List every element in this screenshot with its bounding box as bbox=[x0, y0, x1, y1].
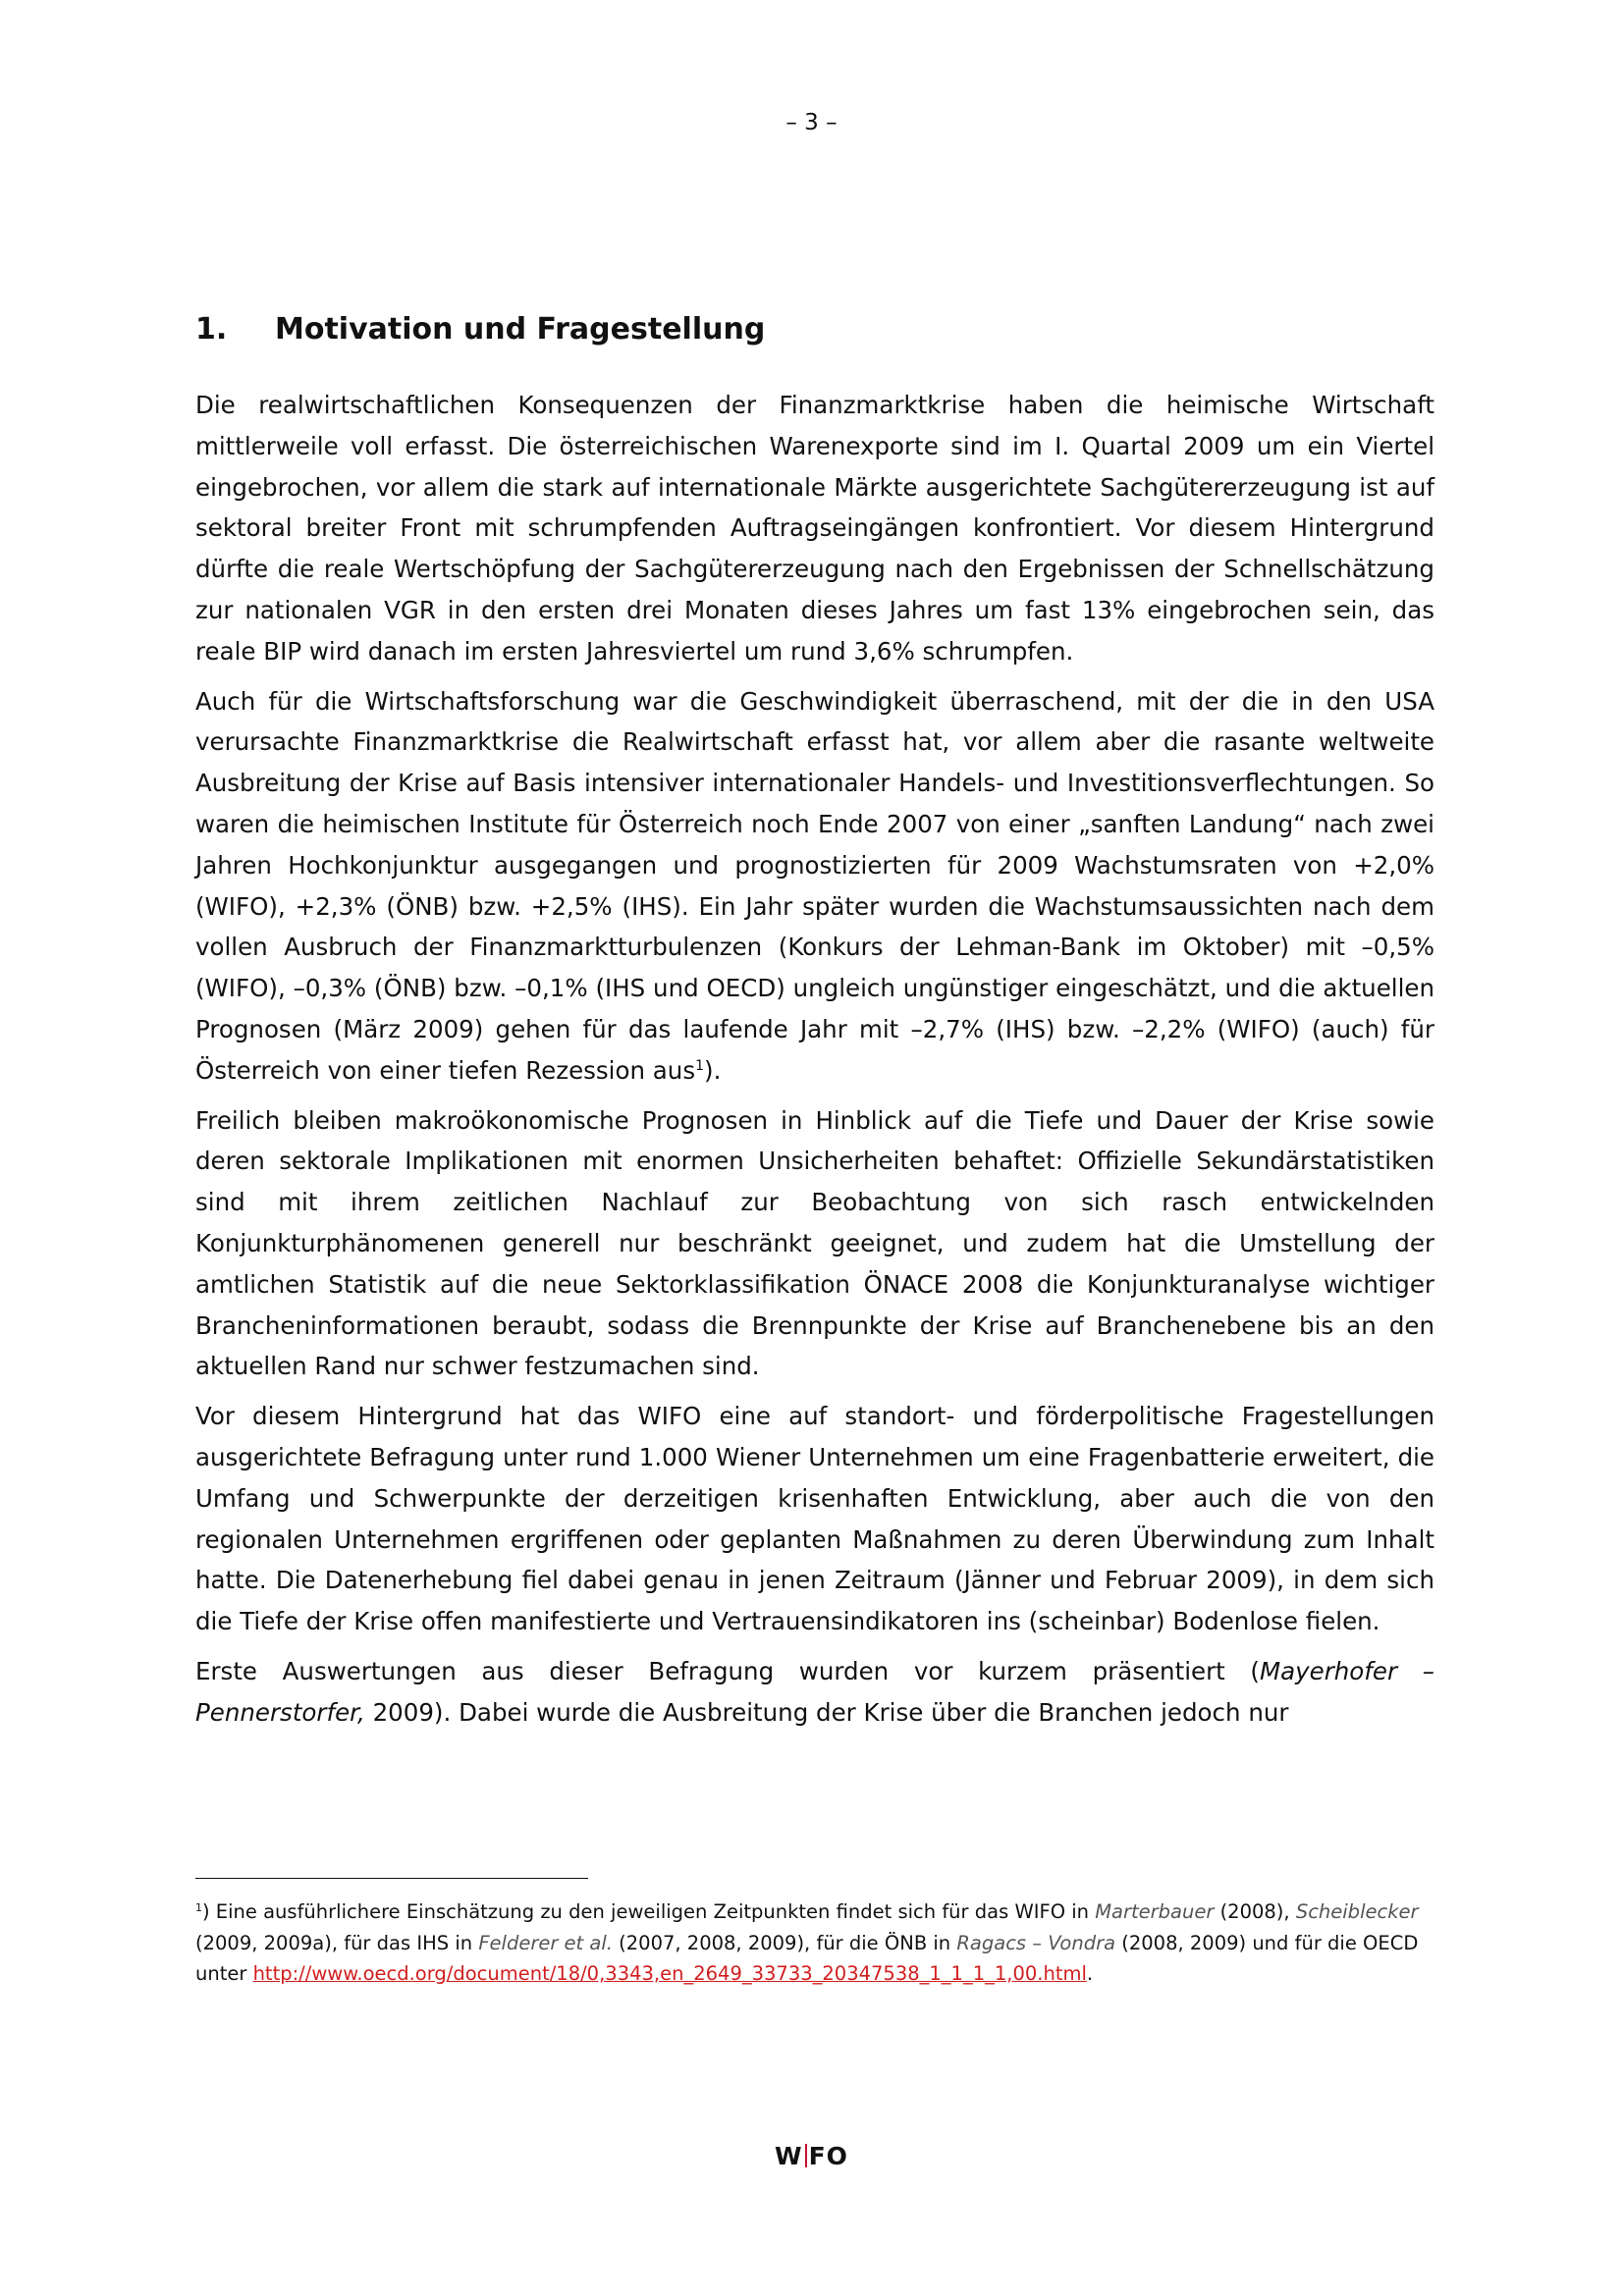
footnote bbox=[195, 1896, 1434, 1990]
paragraph-5-text-end: 2009). Dabei wurde die Ausbreitung der Krise über die Branchen jedoch nur bbox=[364, 1697, 1289, 1727]
citation: Felderer et al. bbox=[478, 1931, 613, 1954]
paragraph-5-text: Erste Auswertungen aus dieser Befragung wurden vor kurzem präsentiert ( bbox=[195, 1656, 1260, 1685]
logo-text-left: W bbox=[775, 2142, 803, 2170]
footnote-text: . bbox=[1086, 1962, 1094, 1985]
logo-bar bbox=[805, 2144, 807, 2167]
wifo-logo bbox=[0, 2142, 1623, 2170]
citation: Ragacs – Vondra bbox=[956, 1931, 1116, 1954]
paragraph-2-suffix: ). bbox=[704, 1055, 722, 1085]
section-title: Motivation und Fragestellung bbox=[275, 312, 766, 347]
footnote-text: (2009, 2009a), für das IHS in bbox=[195, 1931, 479, 1954]
footnote-text: (2008, 2009) und für die OECD unter bbox=[195, 1931, 1419, 1985]
citation: Mayerhofer – Pennerstorfer, bbox=[195, 1656, 1434, 1727]
paragraph-4: Vor diesem Hintergrund hat das WIFO eine auf standort- und förderpolitische Fragestellungen ausgerichtete Befragung unter rund 1.000 Wiener Unternehmen um eine Fragenbatterie erweitert, die Umfang und Schwerpunkte der derzeitigen krisenhaften Entwicklung, aber auch die von den regionalen Unternehmen ergriffenen oder geplanten Maßnahmen zu deren Überwindung zum Inhalt hatte. Die Datenerhebung fiel dabei genau in jenen Zeitraum (Jänner und Februar 2009), in dem sich die Tiefe der Krise offen manifestierte und Vertrauensindikatoren ins (scheinbar) Bodenlose fielen. bbox=[195, 1402, 1434, 1636]
paragraph-2 bbox=[195, 681, 1434, 1092]
footnote-text: (2008), bbox=[1214, 1900, 1296, 1923]
body-text bbox=[195, 385, 1434, 1742]
citation: Scheiblecker bbox=[1295, 1900, 1419, 1923]
paragraph-3: Freilich bleiben makroökonomische Prognosen in Hinblick auf die Tiefe und Dauer der Krise sowie deren sektorale Implikationen mit enormen Unsicherheiten behaftet: Offizielle Sekundärstatistiken sind mit ihrem zeitlichen Nachlauf zur Beobachtung von sich rasch entwickelnden Konjunkturphänomenen generell nur beschränkt geeignet, und zudem hat die Umstellung der amtlichen Statistik auf die neue Sektorklassifikation ÖNACE 2008 die Konjunkturanalyse wichtiger Brancheninformationen beraubt, sodass die Brennpunkte der Krise auf Branchenebene bis an den aktuellen Rand nur schwer festzumachen sind. bbox=[195, 1105, 1434, 1381]
footnote-separator bbox=[195, 1878, 588, 1879]
citation: Marterbauer bbox=[1095, 1900, 1215, 1923]
logo-text-right: FO bbox=[808, 2142, 848, 2170]
section-heading bbox=[195, 312, 1434, 347]
footnote-reference[interactable]: 1 bbox=[695, 1057, 705, 1074]
paragraph-1: Die realwirtschaftlichen Konsequenzen der Finanzmarktkrise haben die heimische Wirtschaft mittlerweile voll erfasst. Die österreichischen Warenexporte sind im I. Quartal 2009 um ein Viertel eingebrochen, vor allem die stark auf internationale Märkte ausgerichtete Sachgütererzeugung ist auf sektoral breiter Front mit schrumpfenden Auftragseingängen konfrontiert. Vor diesem Hintergrund dürfte die reale Wertschöpfung der Sachgütererzeugung nach den Ergebnissen der Schnellschätzung zur nationalen VGR in den ersten drei Monaten dieses Jahres um fast 13% eingebrochen sein, das reale BIP wird danach im ersten Jahresviertel um rund 3,6% schrumpfen. bbox=[195, 391, 1434, 666]
footnote-text: ) Eine ausführlichere Einschätzung zu den jeweiligen Zeitpunkten findet sich für das WIFO in bbox=[202, 1900, 1096, 1923]
paragraph-5 bbox=[195, 1651, 1434, 1734]
paragraph-2-text: Auch für die Wirtschaftsforschung war die Geschwindigkeit überraschend, mit der die in den USA verursachte Finanzmarktkrise die Realwirtschaft erfasst hat, vor allem aber die rasante weltweite Ausbreitung der Krise auf Basis intensiver internationaler Handels- und Investitionsverflechtungen. So waren die heimischen Institute für Österreich noch Ende 2007 von einer „sanften Landung“ nach zwei Jahren Hochkonjunktur ausgegangen und prognostizierten für 2009 Wachstumsraten von +2,0% (WIFO), +2,3% (ÖNB) bzw. +2,5% (IHS). Ein Jahr später wurden die Wachstumsaussichten nach dem vollen Ausbruch der Finanzmarktturbulenzen (Konkurs der Lehman-Bank im Oktober) mit –0,5% (WIFO), –0,3% (ÖNB) bzw. –0,1% (IHS und OECD) ungleich ungünstiger eingeschätzt, und die aktuellen Prognosen (März 2009) gehen für das laufende Jahr mit –2,7% (IHS) bzw. –2,2% (WIFO) (auch) für Österreich von einer tiefen Rezession aus bbox=[195, 686, 1434, 1085]
oecd-link[interactable]: http://www.oecd.org/document/18/0,3343,en_2649_33733_20347538_1_1_1_1,00.html bbox=[252, 1962, 1087, 1985]
footnote-marker: 1 bbox=[195, 1901, 202, 1914]
page-number: – 3 – bbox=[785, 110, 838, 135]
section-number: 1. bbox=[195, 312, 228, 347]
footnote-text: (2007, 2008, 2009), für die ÖNB in bbox=[612, 1931, 957, 1954]
